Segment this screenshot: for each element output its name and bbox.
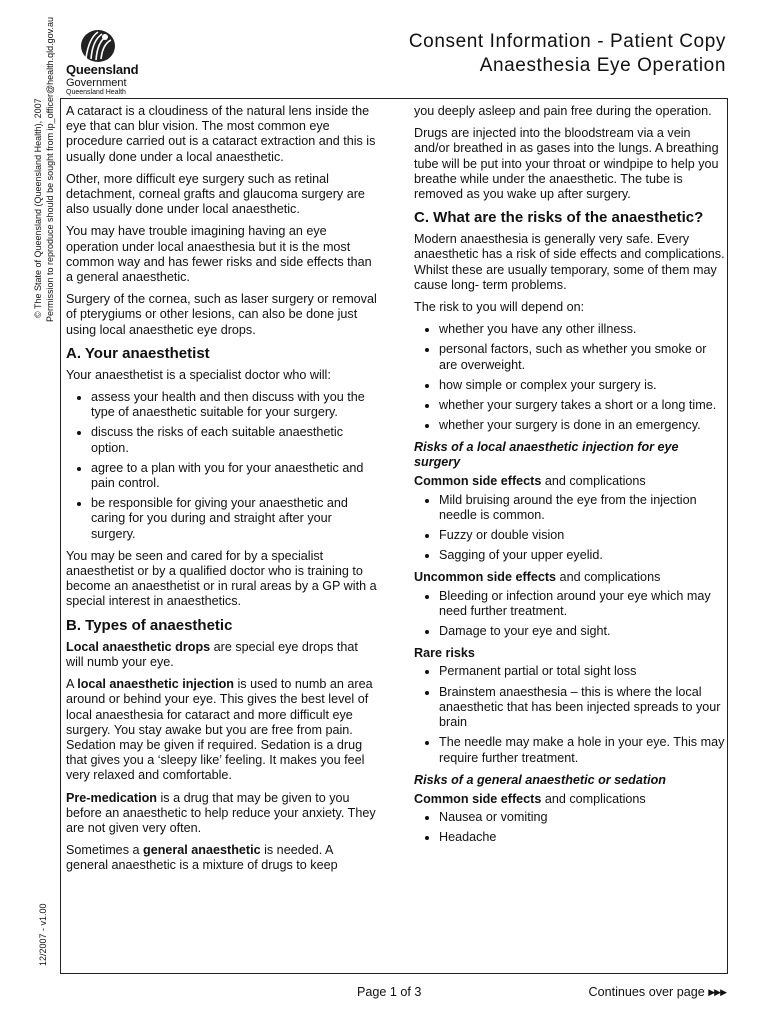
injection-term: local anaesthetic injection [77,677,234,692]
premed-term: Pre-medication [66,790,157,805]
list-item: • Headache [439,830,726,845]
logo-line2: Government [66,77,127,89]
uncommon-text: and complications [556,570,661,585]
list-item: • Sagging of your upper eyelid. [439,548,726,563]
general-risks-heading: Risks of a general anaesthetic or sedation [414,772,666,787]
drops-text: are special eye drops that will numb your eye. [66,639,358,669]
page-number: Page 1 of 3 [357,985,422,999]
common-effects-list [414,493,726,564]
injection-text: is used to numb an area around or behind your eye. This gives the best level of local anaesthesia for cataract and more difficult eye surgery. You stay awake but you are free from pain. Sedation may be given if required. Sedation is a drug that gives you a ‘sleepy like’ feeling. It makes you feel very relaxed and comfortable. [66,677,373,783]
left-column [66,104,378,881]
section-a-heading: A. Your anaesthetist [66,344,210,362]
uncommon-side-effects-label [414,570,726,585]
list-item: • whether your surgery takes a short or a long time. [439,398,726,413]
rare-risks-list [414,664,726,765]
rare-risks-label [414,646,726,661]
uncommon-term: Uncommon side effects [414,570,557,585]
drops-paragraph [66,640,378,670]
drugs-paragraph: Drugs are injected into the bloodstream via a vein and/or breathed in as gases into the lungs. A breathing tube will be put into your throat or windpipe to help you breathe while under the anaesthetic. The tube is removed as you wake up after surgery. [414,126,719,202]
risk-factors-list [414,322,726,433]
general-common-list [414,810,726,845]
list-item: • agree to a plan with you for your anaesthetic and pain control. [91,461,378,491]
list-item: • whether you have any other illness. [439,322,726,337]
logo-emblem-icon [78,28,118,64]
list-item: • Damage to your eye and sight. [439,624,726,639]
anaesthetist-duties-list [66,390,378,542]
right-column [414,104,726,852]
list-item: • Nausea or vomiting [439,810,726,825]
general-term: general anaesthetic [143,843,261,858]
intro-paragraph: A cataract is a cloudiness of the natural lens inside the eye that can blur vision. The most common eye procedure carried out is a cataract extraction and this is usually done under a local anaesthetic. [66,104,376,164]
list-item: • be responsible for giving your anaesthetic and caring for you during and straight after your surgery. [91,496,378,542]
sidebar-version: 12/2007 - v1.00 [38,903,48,966]
queensland-government-logo [64,28,154,98]
logo-line3: Queensland Health [66,89,126,96]
general-common-label [414,792,726,807]
title-line2: Anaesthesia Eye Operation [479,55,726,76]
list-item: • discuss the risks of each suitable anaesthetic option. [91,425,378,455]
general-text: is needed. A general anaesthetic is a mixture of drugs to keep [66,843,338,873]
local-risks-heading: Risks of a local anaesthetic injection for eye surgery [414,440,679,470]
section-c-heading: C. What are the risks of the anaesthetic? [414,209,704,227]
triple-arrow-icon: ▶▶▶ [708,987,726,997]
sidebar-copyright: © The State of Queensland (Queensland Health), 2007 [33,98,43,318]
section-c-intro: Modern anaesthesia is generally very safe. Every anaesthetic has a risk of side effects and complications. Whilst these are usually temporary, some of them may cause long- term problems. [414,232,725,292]
general-pre: Sometimes a [66,843,143,858]
list-item: • how simple or complex your surgery is. [439,378,726,393]
list-item: • assess your health and then discuss with you the type of anaesthetic suitable for your surgery. [91,390,378,420]
section-a-closing: You may be seen and cared for by a specialist anaesthetist or by a qualified doctor who is training to become an anaesthetist or in rural areas by a GP with a special interest in anaesthetics. [66,548,377,609]
premed-paragraph [66,791,378,837]
uncommon-effects-list [414,589,726,640]
page-title [409,30,726,78]
risk-lead: The risk to you will depend on: [414,300,585,315]
section-b-heading: B. Types of anaesthetic [66,616,233,634]
continued-paragraph: you deeply asleep and pain free during the operation. [414,104,712,118]
common-side-effects-label [414,474,726,489]
rare-term: Rare risks [414,646,475,661]
section-a-lead: Your anaesthetist is a specialist doctor who will: [66,367,331,382]
general-common-text: and complications [541,791,646,806]
intro-paragraph: Surgery of the cornea, such as laser surgery or removal of pterygiums or other lesions, can also be done just using local anaesthetic eye drops. [66,292,377,337]
list-item: • Bleeding or infection around your eye which may need further treatment. [439,589,726,619]
sidebar-permission: Permission to reproduce should be sought from ip_officer@health.qld.gov.au [45,17,55,322]
list-item: • Brainstem anaesthesia – this is where the local anaesthetic that has been injected spreads to your brain [439,685,726,731]
list-item: • Mild bruising around the eye from the injection needle is common. [439,493,726,523]
list-item: • Fuzzy or double vision [439,528,726,543]
logo-line1: Queensland [66,62,139,77]
intro-paragraph: Other, more difficult eye surgery such as retinal detachment, corneal grafts and glaucoma surgery are also usually done under local anaesthetic. [66,171,365,217]
intro-paragraph: You may have trouble imagining having an eye operation under local anaesthesia but it is the most common way and has fewer risks and side effects than a general anaesthetic. [66,224,372,285]
general-paragraph [66,843,378,873]
continues-over-page [589,985,727,999]
list-item: • personal factors, such as whether you smoke or are overweight. [439,342,726,372]
injection-pre: A [66,677,78,692]
continues-text: Continues over page [588,985,705,999]
common-term: Common side effects [414,474,542,489]
general-common-term: Common side effects [414,791,542,806]
common-text: and complications [541,474,646,489]
list-item: • Permanent partial or total sight loss [439,664,726,679]
drops-term: Local anaesthetic drops [66,639,211,654]
injection-paragraph [66,677,378,783]
title-line1: Consent Information - Patient Copy [408,31,726,52]
list-item: • The needle may make a hole in your eye. This may require further treatment. [439,735,726,765]
list-item: • whether your surgery is done in an emergency. [439,418,726,433]
premed-text: is a drug that may be given to you before an anaesthetic to help reduce your anxiety. They are not given very often. [66,790,376,835]
